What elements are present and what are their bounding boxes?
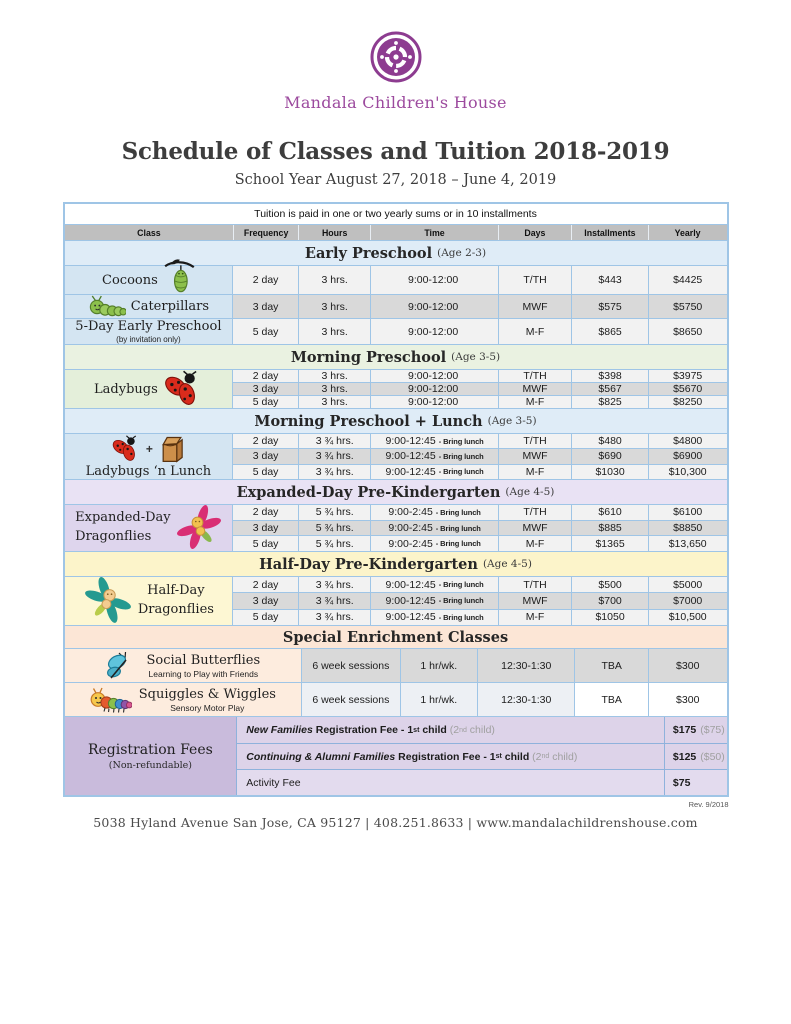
- fee-amount: $75: [664, 770, 727, 795]
- cell-hours: 3 hrs.: [298, 266, 371, 294]
- class-name-line2: Dragonflies: [137, 602, 214, 617]
- cell-time: 12:30-1:30: [477, 683, 574, 716]
- section-title: Expanded-Day Pre-Kindergarten: [236, 483, 501, 501]
- plus-sign: +: [145, 442, 153, 456]
- cell-frequency: 3 day: [233, 383, 298, 395]
- cell-yearly: $3975: [648, 370, 727, 382]
- cell-yearly: $5000: [648, 577, 727, 592]
- ladybug-icon: [163, 370, 203, 408]
- cell-yearly: $7000: [648, 593, 727, 608]
- registration-row: [237, 717, 726, 743]
- cell-installments: $865: [571, 319, 648, 344]
- cell-yearly: $10,500: [648, 610, 727, 625]
- cell-frequency: 2 day: [233, 370, 298, 382]
- cell-frequency: 2 day: [233, 266, 298, 294]
- class-subtitle: (by invitation only): [116, 335, 181, 344]
- cell-hours: 3 ¾ hrs.: [298, 593, 371, 608]
- cell-yearly: $5670: [648, 383, 727, 395]
- cell-installments: $1030: [571, 465, 648, 479]
- cell-days: MWF: [498, 383, 572, 395]
- class-group-caterpillars: [65, 294, 727, 318]
- dragonfly-teal-icon: [83, 577, 133, 625]
- registration-fees-label: [65, 717, 238, 795]
- cell-days: M-F: [498, 536, 572, 551]
- section-age: (Age 4-5): [482, 558, 532, 570]
- class-name-line1: Expanded-Day: [75, 510, 171, 526]
- cell-days: M-F: [498, 610, 572, 625]
- registration-subtitle: (Non-refundable): [108, 759, 192, 771]
- cell-time: 9:00-12:00: [370, 383, 497, 395]
- section-header-special-enrichment: [65, 625, 727, 648]
- cell-time: 9:00-12:45 - Bring lunch: [370, 465, 497, 479]
- cell-yearly: $13,650: [648, 536, 727, 551]
- cell-frequency: 5 day: [233, 396, 298, 408]
- section-title: Early Preschool: [304, 244, 433, 262]
- section-age: (Age 3-5): [451, 351, 501, 363]
- cell-yearly: $4425: [648, 266, 727, 294]
- dragonfly-pink-icon: [176, 505, 222, 551]
- cell-frequency: 3 day: [233, 593, 298, 608]
- schedule-row: [233, 319, 726, 344]
- cell-frequency: 2 day: [233, 434, 298, 448]
- col-header-frequency: Frequency: [233, 225, 298, 240]
- schedule-row: [233, 395, 726, 408]
- section-age: (Age 4-5): [505, 486, 555, 498]
- schedule-row: [233, 370, 726, 382]
- class-name: Ladybugs ‘n Lunch: [85, 464, 212, 479]
- cell-installments: $700: [571, 593, 648, 608]
- class-subtitle: Learning to Play with Friends: [148, 668, 259, 679]
- cell-hours: 5 ¾ hrs.: [298, 521, 371, 536]
- col-header-time: Time: [370, 225, 497, 240]
- cell-days: T/TH: [498, 266, 572, 294]
- cell-hours: 3 ¾ hrs.: [298, 465, 371, 479]
- fee-amount: $125 ($50): [664, 744, 727, 769]
- cell-hours: 3 hrs.: [298, 295, 371, 318]
- schedule-row: [233, 520, 726, 536]
- section-title: Half-Day Pre-Kindergarten: [259, 555, 478, 573]
- cell-time: 9:00-12:00: [370, 370, 497, 382]
- cell-frequency: 5 day: [233, 465, 298, 479]
- class-group-expanded-day-dragonflies: [65, 504, 727, 551]
- ladybug-icon: [111, 435, 141, 463]
- schedule-row: [233, 295, 726, 318]
- registration-fees-section: [65, 716, 727, 795]
- cell-time: 9:00-12:00: [370, 266, 497, 294]
- cell-time: 9:00-12:45 - Bring lunch: [370, 577, 497, 592]
- cell-time: 12:30-1:30: [477, 649, 574, 682]
- schedule-row: [233, 505, 726, 520]
- schedule-row: [233, 434, 726, 448]
- cell-frequency: 5 day: [233, 610, 298, 625]
- cell-days: TBA: [574, 683, 648, 716]
- cell-hours: 3 ¾ hrs.: [298, 434, 371, 448]
- cell-time: 9:00-2:45 - Bring lunch: [370, 521, 497, 536]
- registration-title: Registration Fees: [87, 741, 213, 758]
- cell-days: M-F: [498, 319, 572, 344]
- fee-description: New Families Registration Fee - 1 st child (2 nd child): [237, 717, 664, 743]
- cell-hours: 3 hrs.: [298, 319, 371, 344]
- section-header-expanded-day: [65, 479, 727, 504]
- class-subtitle: Sensory Motor Play: [170, 702, 245, 713]
- section-header-morning-preschool: [65, 344, 727, 369]
- cell-time: 9:00-12:00: [370, 319, 497, 344]
- cell-installments: $825: [571, 396, 648, 408]
- class-group-cocoons: [65, 265, 727, 294]
- cell-frequency: 3 day: [233, 295, 298, 318]
- class-group-ladybugs: [65, 369, 727, 408]
- cell-hours: 5 ¾ hrs.: [298, 505, 371, 520]
- schedule-row: [233, 464, 726, 479]
- schedule-row: [233, 577, 726, 592]
- class-name-line1: Half-Day: [147, 583, 205, 599]
- cell-installments: $398: [571, 370, 648, 382]
- cocoon-icon: [163, 257, 195, 294]
- cell-frequency: 2 day: [233, 577, 298, 592]
- fee-amount: $175 ($75): [664, 717, 727, 743]
- tuition-note: Tuition is paid in one or two yearly sums or in 10 installments: [254, 208, 537, 220]
- schedule-row: [233, 592, 726, 608]
- cell-hours: 3 hrs.: [298, 396, 371, 408]
- cell-time: 9:00-2:45 - Bring lunch: [370, 505, 497, 520]
- special-row-squiggles-wiggles: [65, 682, 727, 716]
- cell-frequency: 3 day: [233, 521, 298, 536]
- cell-days: MWF: [498, 295, 572, 318]
- section-age: (Age 2-3): [437, 247, 487, 259]
- cell-time: 9:00-12:00: [370, 396, 497, 408]
- section-header-half-day: [65, 551, 727, 576]
- class-group-5day-early-preschool: [65, 318, 727, 344]
- rainbow-caterpillar-icon: [90, 687, 132, 713]
- cell-yearly: $8850: [648, 521, 727, 536]
- page-subtitle: School Year August 27, 2018 – June 4, 2019: [234, 172, 557, 188]
- cell-hours: 3 ¾ hrs.: [298, 610, 371, 625]
- cell-frequency: 6 week sessions: [302, 649, 399, 682]
- col-header-hours: Hours: [298, 225, 370, 240]
- mandala-logo-icon: [369, 30, 423, 84]
- cell-frequency: 5 day: [233, 319, 298, 344]
- registration-row: [237, 769, 726, 795]
- cell-time: 9:00-2:45 - Bring lunch: [370, 536, 497, 551]
- col-header-installments: Installments: [571, 225, 648, 240]
- cell-hours: 3 hrs.: [298, 383, 371, 395]
- cell-yearly: $8650: [648, 319, 727, 344]
- class-name: Social Butterflies: [146, 652, 261, 668]
- cell-installments: $575: [571, 295, 648, 318]
- cell-yearly: $10,300: [648, 465, 727, 479]
- cell-installments: $567: [571, 383, 648, 395]
- class-group-ladybugs-n-lunch: [65, 433, 727, 479]
- masthead: [0, 30, 791, 188]
- section-title: Special Enrichment Classes: [282, 628, 509, 646]
- footer-address: 5038 Hyland Avenue San Jose, CA 95127 | 408.251.8633 | www.mandalachildrenshouse.com: [93, 815, 698, 830]
- cell-installments: $500: [571, 577, 648, 592]
- cell-yearly: $4800: [648, 434, 727, 448]
- section-age: (Age 3-5): [487, 415, 537, 427]
- cell-installments: $690: [571, 449, 648, 463]
- cell-days: MWF: [498, 593, 572, 608]
- fee-description: Activity Fee: [237, 770, 664, 795]
- cell-days: MWF: [498, 449, 572, 463]
- cell-hours: 1 hr/wk.: [400, 649, 478, 682]
- fee-description: Continuing & Alumni Families Registration Fee - 1 st child (2 nd child): [237, 744, 664, 769]
- class-name: Squiggles & Wiggles: [138, 686, 276, 702]
- cell-frequency: 5 day: [233, 536, 298, 551]
- page-title: Schedule of Classes and Tuition 2018-2019: [121, 138, 670, 165]
- org-name: Mandala Children's House: [284, 93, 507, 112]
- schedule-row: [233, 535, 726, 551]
- cell-days: T/TH: [498, 370, 572, 382]
- class-group-half-day-dragonflies: [65, 576, 727, 625]
- cell-installments: $885: [571, 521, 648, 536]
- cell-installments: $443: [571, 266, 648, 294]
- registration-row: [237, 743, 726, 769]
- special-row-social-butterflies: [65, 648, 727, 682]
- cell-days: MWF: [498, 521, 572, 536]
- cell-hours: 1 hr/wk.: [400, 683, 478, 716]
- schedule-row: [233, 609, 726, 625]
- cell-days: TBA: [574, 649, 648, 682]
- cell-days: M-F: [498, 465, 572, 479]
- cell-frequency: 2 day: [233, 505, 298, 520]
- section-title: Morning Preschool + Lunch: [254, 412, 483, 430]
- caterpillar-icon: [88, 295, 126, 318]
- cell-hours: 5 ¾ hrs.: [298, 536, 371, 551]
- class-name: Caterpillars: [130, 299, 210, 314]
- schedule-row: [233, 266, 726, 294]
- cell-days: T/TH: [498, 577, 572, 592]
- cell-installments: $610: [571, 505, 648, 520]
- cell-installments: $1050: [571, 610, 648, 625]
- lunch-bag-icon: [158, 434, 186, 464]
- cell-time: 9:00-12:45 - Bring lunch: [370, 449, 497, 463]
- cell-time: 9:00-12:00: [370, 295, 497, 318]
- cell-days: T/TH: [498, 505, 572, 520]
- cell-time: 9:00-12:45 - Bring lunch: [370, 434, 497, 448]
- class-name: Ladybugs: [94, 381, 158, 397]
- schedule-row: [233, 448, 726, 463]
- column-header-row: [65, 224, 727, 240]
- revision-note: Rev. 9/2018: [688, 800, 729, 809]
- cell-yearly: $5750: [648, 295, 727, 318]
- butterfly-icon: [105, 651, 139, 681]
- schedule-row: [233, 382, 726, 395]
- class-name-line2: Dragonflies: [75, 529, 152, 544]
- section-title: Morning Preschool: [290, 348, 447, 366]
- cell-installments: $480: [571, 434, 648, 448]
- cell-days: M-F: [498, 396, 572, 408]
- schedule-table: [63, 202, 729, 797]
- cell-yearly: $6100: [648, 505, 727, 520]
- cell-hours: 3 ¾ hrs.: [298, 577, 371, 592]
- cell-hours: 3 ¾ hrs.: [298, 449, 371, 463]
- class-name: Cocoons: [102, 272, 158, 288]
- col-header-yearly: Yearly: [648, 225, 727, 240]
- cell-days: T/TH: [498, 434, 572, 448]
- cell-hours: 3 hrs.: [298, 370, 371, 382]
- col-header-class: Class: [137, 227, 161, 238]
- cell-frequency: 3 day: [233, 449, 298, 463]
- cell-yearly: $300: [648, 683, 727, 716]
- cell-time: 9:00-12:45 - Bring lunch: [370, 593, 497, 608]
- class-name: 5-Day Early Preschool: [75, 319, 222, 334]
- col-header-days: Days: [498, 225, 572, 240]
- cell-yearly: $300: [648, 649, 727, 682]
- section-header-morning-preschool-lunch: [65, 408, 727, 433]
- cell-time: 9:00-12:45 - Bring lunch: [370, 610, 497, 625]
- cell-installments: $1365: [571, 536, 648, 551]
- cell-yearly: $8250: [648, 396, 727, 408]
- cell-frequency: 6 week sessions: [302, 683, 399, 716]
- cell-yearly: $6900: [648, 449, 727, 463]
